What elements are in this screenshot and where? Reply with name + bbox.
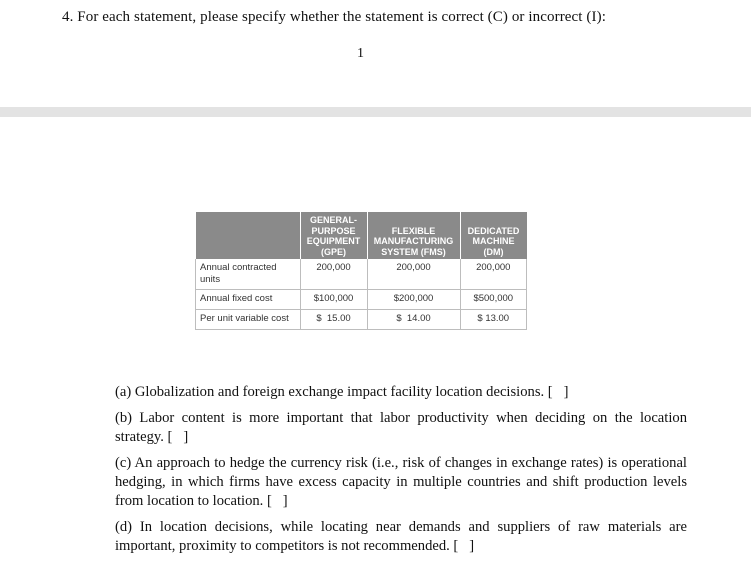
table-row (196, 290, 527, 310)
header-dm-line: (DM) (483, 246, 504, 257)
cost-comparison-table (195, 212, 527, 330)
cell-fms: 200,000 (367, 259, 460, 290)
statement-b: (b) Labor content is more important that labor productivity when deciding on the location strategy. [ ] (115, 410, 691, 445)
cell-fms: $200,000 (367, 290, 460, 310)
header-fms-line: SYSTEM (FMS) (381, 246, 446, 257)
row-label: Annual fixed cost (196, 290, 301, 310)
page-separator (0, 107, 751, 117)
header-dm (460, 212, 527, 259)
page-number: 1 (357, 46, 364, 61)
header-gpe-line: (GPE) (320, 246, 346, 257)
cell-gpe: 200,000 (300, 259, 367, 290)
question-prompt: 4. For each statement, please specify whether the statement is correct (C) or incorrect (I): (62, 9, 606, 25)
row-label: Per unit variable cost (196, 310, 301, 330)
cell-dm: $500,000 (460, 290, 527, 310)
header-blank-cell (196, 212, 301, 259)
cell-fms: $ 14.00 (367, 310, 460, 330)
cell-dm: $ 13.00 (460, 310, 527, 330)
table-row (196, 310, 527, 330)
header-gpe (300, 212, 367, 259)
header-gpe-line: GENERAL- (310, 215, 357, 225)
header-fms (367, 212, 460, 259)
header-gpe-line: EQUIPMENT (306, 236, 361, 246)
cell-dm: 200,000 (460, 259, 527, 290)
header-dm-line: MACHINE (472, 236, 515, 246)
header-fms-line: MANUFACTURING (373, 236, 454, 246)
cell-gpe: $100,000 (300, 290, 367, 310)
header-dm-line: DEDICATED (467, 225, 520, 236)
header-fms-line: FLEXIBLE (391, 225, 436, 236)
header-gpe-line: PURPOSE (311, 225, 356, 236)
statement-d: (d) In location decisions, while locating near demands and suppliers of raw materials are important, proximity to competitors is not recommended. [ ] (115, 519, 691, 554)
row-label: Annual contracted units (196, 259, 301, 290)
statement-list (115, 383, 691, 563)
statement-a: (a) Globalization and foreign exchange impact facility location decisions. [ ] (115, 384, 569, 400)
table-header-row (196, 212, 527, 259)
table-row (196, 259, 527, 290)
cell-gpe: $ 15.00 (300, 310, 367, 330)
statement-c: (c) An approach to hedge the currency risk (i.e., risk of changes in exchange rates) is operational hedging, in which firms have excess capacity in multiple countries and shift production levels from location to location. [ ] (115, 455, 691, 509)
